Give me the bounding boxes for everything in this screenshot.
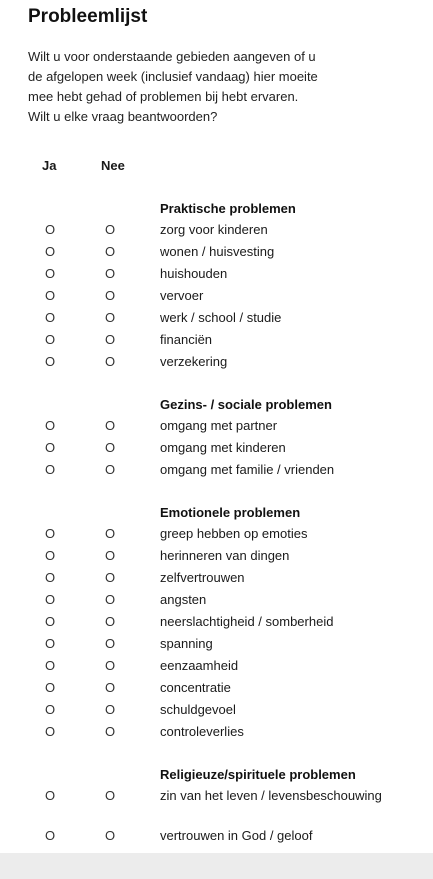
column-header-no: Nee [101,158,125,173]
answer-no-option[interactable]: O [105,636,116,651]
answer-no-option[interactable]: O [105,570,116,585]
question-row [0,329,433,351]
answer-yes-option[interactable]: O [45,222,56,237]
question-label: omgang met kinderen [160,440,286,455]
question-label: controleverlies [160,724,244,739]
problem-sections [0,199,433,869]
answer-yes-option[interactable]: O [45,702,56,717]
answer-no-option[interactable]: O [105,788,116,803]
answer-no-option[interactable]: O [105,724,116,739]
question-label: vertrouwen in God / geloof [160,828,313,843]
question-row [0,785,433,825]
answer-no-option[interactable]: O [105,332,116,347]
question-label: omgang met partner [160,418,278,433]
answer-yes-option[interactable]: O [45,614,56,629]
answer-yes-option[interactable]: O [45,548,56,563]
page-title: Probleemlijst [28,6,148,27]
question-row [0,611,433,633]
question-row [0,589,433,611]
question-label: zin van het leven / levensbeschouwing [160,788,382,803]
answer-yes-option[interactable]: O [45,354,56,369]
answer-yes-option[interactable]: O [45,440,56,455]
answer-yes-option[interactable]: O [45,828,56,843]
answer-yes-option[interactable]: O [45,244,56,259]
answer-yes-option[interactable]: O [45,526,56,541]
footer-bar [0,853,433,879]
answer-yes-option[interactable]: O [45,332,56,347]
question-row [0,459,433,481]
question-label: zelfvertrouwen [160,570,245,585]
intro-line: mee hebt gehad of problemen bij hebt ervaren. [28,89,299,104]
question-label: neerslachtigheid / somberheid [160,614,334,629]
question-row [0,437,433,459]
question-row [0,351,433,373]
question-label: zorg voor kinderen [160,222,268,237]
intro-line: Wilt u voor onderstaande gebieden aangeven of u [28,49,316,64]
answer-no-option[interactable]: O [105,658,116,673]
question-label: wonen / huisvesting [160,244,275,259]
question-label: vervoer [160,288,204,303]
answer-no-option[interactable]: O [105,680,116,695]
answer-yes-option[interactable]: O [45,636,56,651]
problem-section [0,503,433,743]
answer-no-option[interactable]: O [105,310,116,325]
answer-yes-option[interactable]: O [45,788,56,803]
question-label: omgang met familie / vrienden [160,462,335,477]
question-row [0,415,433,437]
question-row [0,263,433,285]
answer-no-option[interactable]: O [105,440,116,455]
answer-yes-option[interactable]: O [45,288,56,303]
question-label: greep hebben op emoties [160,526,308,541]
answer-yes-option[interactable]: O [45,658,56,673]
answer-no-option[interactable]: O [105,266,116,281]
question-row [0,677,433,699]
question-label: verzekering [160,354,228,369]
problem-section [0,395,433,481]
intro-text [28,47,423,127]
column-header-yes: Ja [42,158,57,173]
question-row [0,307,433,329]
section-title: Emotionele problemen [160,505,301,520]
question-row [0,219,433,241]
answer-yes-option[interactable]: O [45,310,56,325]
question-row [0,523,433,545]
question-row [0,699,433,721]
problem-section [0,765,433,847]
question-row [0,285,433,307]
question-row [0,721,433,743]
question-row [0,655,433,677]
answer-no-option[interactable]: O [105,462,116,477]
question-label: angsten [160,592,207,607]
section-title: Gezins- / sociale problemen [160,397,332,412]
question-row [0,241,433,263]
question-label: herinneren van dingen [160,548,290,563]
question-label: spanning [160,636,213,651]
intro-line: Wilt u elke vraag beantwoorden? [28,109,218,124]
answer-no-option[interactable]: O [105,418,116,433]
answer-yes-option[interactable]: O [45,418,56,433]
answer-yes-option[interactable]: O [45,266,56,281]
answer-no-option[interactable]: O [105,548,116,563]
answer-no-option[interactable]: O [105,614,116,629]
question-row [0,825,433,847]
answer-no-option[interactable]: O [105,526,116,541]
question-label: schuldgevoel [160,702,236,717]
question-label: huishouden [160,266,228,281]
answer-yes-option[interactable]: O [45,724,56,739]
question-row [0,545,433,567]
question-row [0,567,433,589]
answer-no-option[interactable]: O [105,828,116,843]
question-label: werk / school / studie [160,310,282,325]
question-label: eenzaamheid [160,658,239,673]
answer-yes-option[interactable]: O [45,680,56,695]
answer-no-option[interactable]: O [105,288,116,303]
answer-yes-option[interactable]: O [45,570,56,585]
question-row [0,633,433,655]
question-label: concentratie [160,680,231,695]
answer-yes-option[interactable]: O [45,462,56,477]
answer-no-option[interactable]: O [105,354,116,369]
section-title: Religieuze/spirituele problemen [160,767,356,782]
answer-yes-option[interactable]: O [45,592,56,607]
problem-section [0,199,433,373]
intro-line: de afgelopen week (inclusief vandaag) hier moeite [28,69,318,84]
answer-no-option[interactable]: O [105,592,116,607]
section-title: Praktische problemen [160,201,296,216]
question-label: financiën [160,332,213,347]
answer-no-option[interactable]: O [105,244,116,259]
answer-no-option[interactable]: O [105,222,116,237]
answer-no-option[interactable]: O [105,702,116,717]
